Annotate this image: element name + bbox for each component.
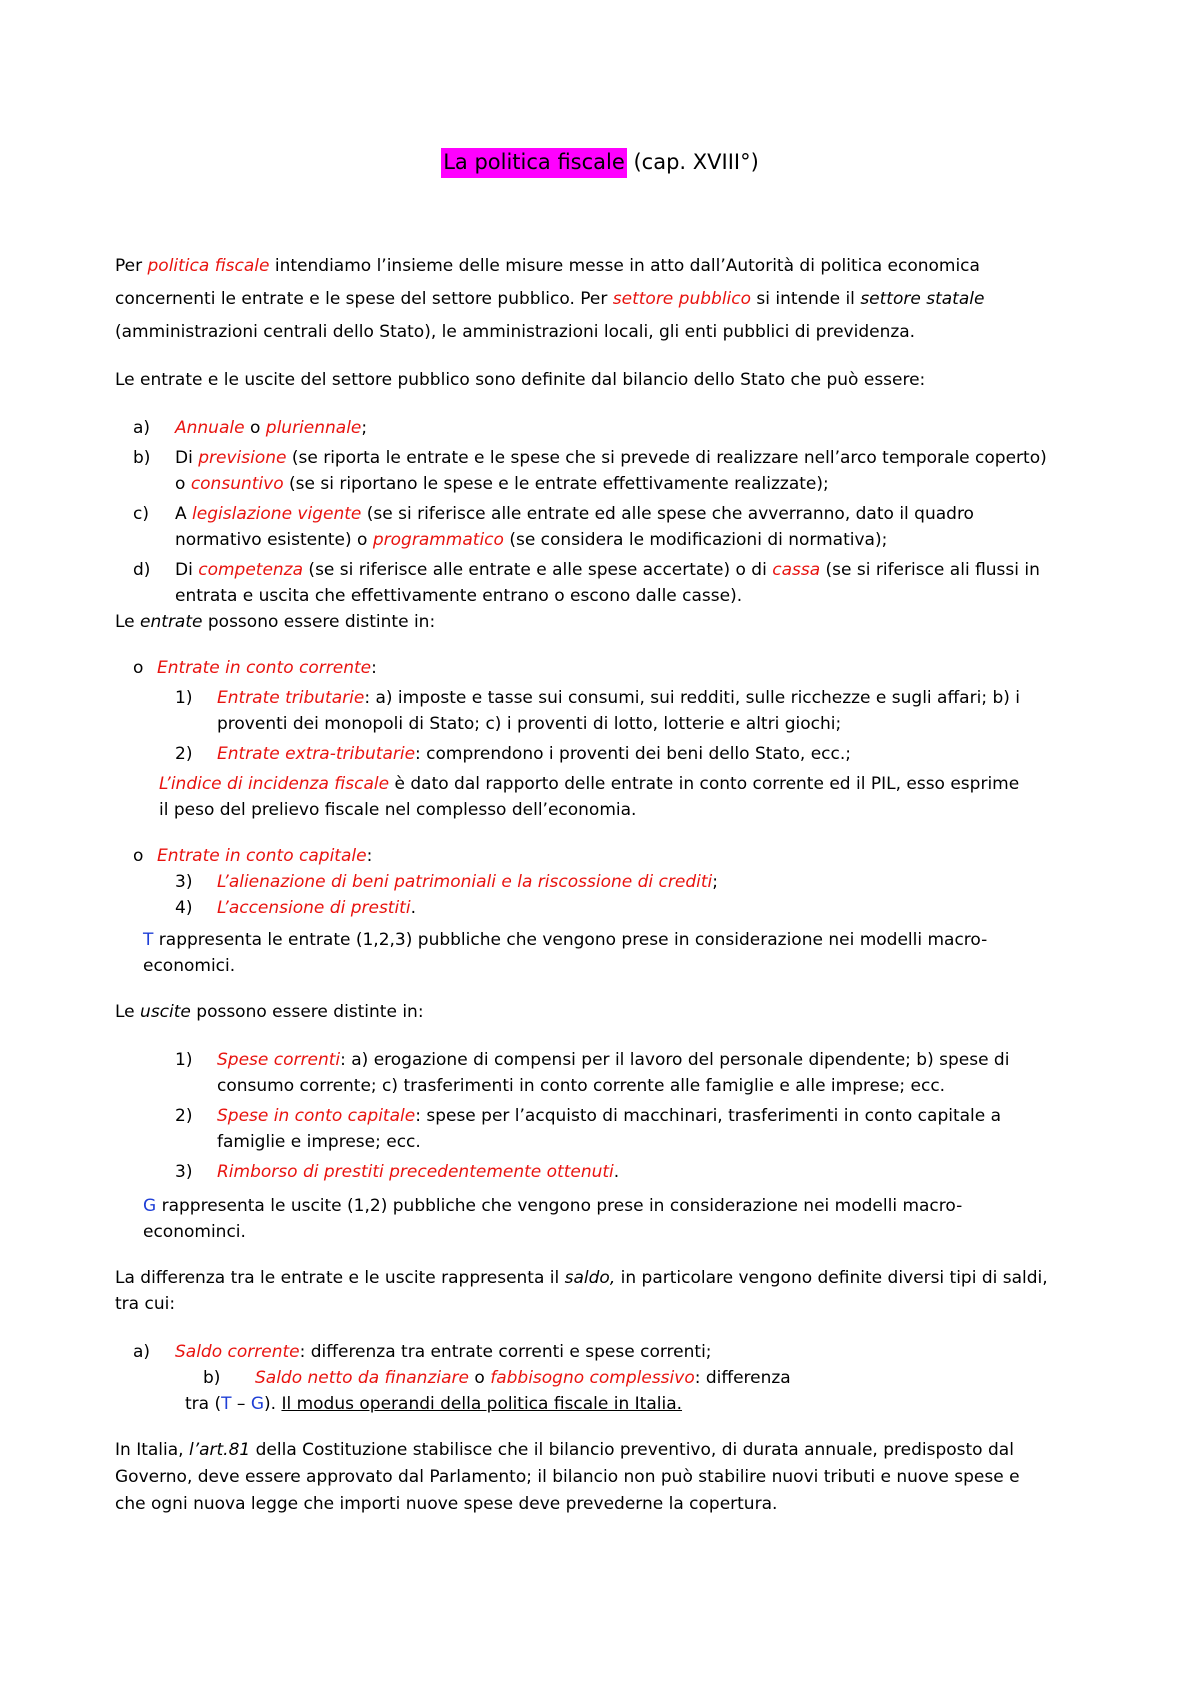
conto-capitale-item-3 — [175, 869, 1095, 895]
text: della Costituzione stabilisce che il bilancio preventivo, di durata annuale, predisposto dal — [250, 1440, 1014, 1460]
text: è dato dal rapporto delle entrate in conto corrente ed il PIL, esso esprime — [389, 774, 1020, 794]
bullet-text: Entrate in conto corrente: — [157, 658, 377, 678]
title-highlight: La politica fiscale — [441, 148, 627, 178]
text: o — [244, 418, 266, 438]
conto-capitale-item-4 — [175, 895, 1095, 921]
bilancio-intro: Le entrate e le uscite del settore pubblico sono definite dal bilancio dello Stato che può essere: — [115, 370, 926, 390]
text: intendiamo l’insieme delle misure messe in atto dall’Autorità di politica economica — [269, 256, 980, 276]
text: (se riporta le entrate e le spese che si prevede di realizzare nell’arco temporale coperto) — [286, 448, 1047, 468]
text: (se si riportano le spese e le entrate effettivamente realizzate); — [283, 474, 829, 494]
list-text — [217, 1047, 1095, 1099]
term-pluriennale: pluriennale — [265, 418, 362, 438]
term-alienazione: L’alienazione di beni patrimoniali e la riscossione di crediti — [217, 872, 713, 892]
art81-paragraph — [115, 1437, 1095, 1518]
text: Le — [115, 1002, 141, 1022]
conto-corrente-item-2 — [175, 741, 1095, 767]
list-label: c) — [133, 504, 149, 524]
list-text — [175, 501, 1095, 553]
text: Le — [115, 612, 141, 632]
term-saldo-corrente: Saldo corrente — [175, 1342, 300, 1362]
saldo-intro — [115, 1265, 1095, 1317]
term-cassa: cassa — [772, 560, 821, 580]
term-consuntivo: consuntivo — [190, 474, 284, 494]
term-entrate: entrate — [140, 612, 203, 632]
list-text — [217, 895, 1095, 921]
text: (se si riferisce ali flussi in — [820, 560, 1040, 580]
document-body — [115, 250, 1095, 1518]
saldo-item-b — [203, 1365, 1095, 1391]
term-accensione: L’accensione di prestiti — [217, 898, 411, 918]
text: A — [175, 504, 193, 524]
term-politica-fiscale: politica fiscale — [147, 256, 270, 276]
term-competenza: competenza — [198, 560, 304, 580]
bullet-marker: o — [133, 846, 144, 866]
list-label: a) — [133, 418, 151, 438]
bullet-marker: o — [133, 658, 144, 678]
list-label: b) — [203, 1368, 221, 1388]
list-text — [217, 1159, 1095, 1185]
bilancio-item-b — [115, 445, 1095, 497]
term-annuale: Annuale — [175, 418, 245, 438]
list-text — [175, 1339, 1095, 1365]
term-settore-pubblico: settore pubblico — [612, 289, 752, 309]
text: normativo esistente) o — [175, 530, 373, 550]
text: possono essere distinte in: — [190, 1002, 424, 1022]
term-spese-conto-capitale: Spese in conto capitale — [217, 1106, 416, 1126]
list-label: 2) — [175, 744, 193, 764]
list-label: 3) — [175, 872, 193, 892]
uscite-item-1 — [175, 1047, 1095, 1099]
conto-corrente-item-1 — [175, 685, 1095, 737]
bilancio-item-d — [115, 557, 1095, 609]
section-heading-modus-operandi: Il modus operandi della politica fiscale in Italia. — [281, 1394, 683, 1414]
symbol-g: G — [250, 1394, 264, 1414]
term-saldo: saldo, — [564, 1268, 616, 1288]
text: entrata e uscita che effettivamente entrano o escono dalle casse). — [175, 586, 743, 606]
text: o — [468, 1368, 491, 1388]
term-conto-capitale: Entrate in conto capitale — [157, 846, 367, 866]
text: economici. — [143, 956, 236, 976]
text: : comprendono i proventi dei beni dello Stato, ecc.; — [415, 744, 851, 764]
indice-incidenza-paragraph — [159, 771, 1095, 823]
saldo-item-a — [115, 1339, 1095, 1365]
list-text — [175, 445, 1095, 497]
bullet-text: Entrate in conto capitale: — [157, 846, 373, 866]
list-text — [175, 415, 1095, 441]
text: o — [175, 474, 191, 494]
text: ; — [361, 418, 368, 438]
bullet-conto-capitale — [133, 843, 1095, 869]
list-text — [217, 869, 1095, 895]
list-label: a) — [133, 1342, 151, 1362]
text: . — [410, 898, 416, 918]
symbol-t: T — [143, 930, 154, 950]
list-text — [217, 1103, 1095, 1155]
list-text — [217, 685, 1095, 737]
text: consumo corrente; c) trasferimenti in conto corrente alle famiglie e alle imprese; ecc. — [217, 1076, 946, 1096]
text: econominci. — [143, 1222, 246, 1242]
text: rappresenta le uscite (1,2) pubbliche che vengono prese in considerazione nei modelli macro- — [156, 1196, 963, 1216]
term-conto-corrente: Entrate in conto corrente — [157, 658, 372, 678]
term-programmatico: programmatico — [372, 530, 504, 550]
text: tra ( — [185, 1394, 222, 1414]
text: ). — [264, 1394, 282, 1414]
list-label: 2) — [175, 1106, 193, 1126]
term-art81: l’art.81 — [188, 1440, 251, 1460]
entrate-intro — [115, 609, 1095, 635]
list-label: b) — [133, 448, 151, 468]
text: (se si riferisce alle entrate ed alle spese che avverranno, dato il quadro — [361, 504, 974, 524]
text: proventi dei monopoli di Stato; c) i proventi di lotto, lotterie e altri giochi; — [217, 714, 842, 734]
text: : differenza tra entrate correnti e spese correnti; — [299, 1342, 712, 1362]
text: Di — [175, 448, 199, 468]
symbol-g: G — [143, 1196, 157, 1216]
intro-paragraph — [115, 250, 1095, 349]
text: (amministrazioni centrali dello Stato), le amministrazioni locali, gli enti pubblici di previdenza. — [115, 322, 916, 342]
text: Governo, deve essere approvato dal Parlamento; il bilancio non può stabilire nuovi tributi e nuove spese e — [115, 1467, 1020, 1487]
symbol-t: T — [221, 1394, 232, 1414]
text: : spese per l’acquisto di macchinari, trasferimenti in conto capitale a — [415, 1106, 1002, 1126]
text: in particolare vengono definite diversi tipi di saldi, — [615, 1268, 1048, 1288]
saldo-b-continuation — [185, 1391, 1095, 1417]
term-spese-correnti: Spese correnti — [217, 1050, 341, 1070]
text: Di — [175, 560, 199, 580]
term-rimborso-prestiti: Rimborso di prestiti precedentemente ottenuti — [217, 1162, 614, 1182]
list-label: d) — [133, 560, 151, 580]
text: tra cui: — [115, 1294, 176, 1314]
text: : a) imposte e tasse sui consumi, sui redditi, sulle ricchezze e sugli affari; b) i — [364, 688, 1020, 708]
list-label: 4) — [175, 898, 193, 918]
text: : a) erogazione di compensi per il lavoro del personale dipendente; b) spese di — [340, 1050, 1010, 1070]
list-text — [255, 1365, 1095, 1391]
text: ; — [712, 872, 718, 892]
term-entrate-tributarie: Entrate tributarie — [217, 688, 365, 708]
g-paragraph — [143, 1193, 1095, 1245]
text: . — [613, 1162, 620, 1182]
text: – — [231, 1394, 251, 1414]
term-previsione: previsione — [198, 448, 287, 468]
list-label: 3) — [175, 1162, 193, 1182]
term-settore-statale: settore statale — [860, 289, 985, 309]
list-text — [175, 557, 1095, 609]
text: La differenza tra le entrate e le uscite rappresenta il — [115, 1268, 565, 1288]
uscite-item-2 — [175, 1103, 1095, 1155]
term-uscite: uscite — [140, 1002, 191, 1022]
term-entrate-extra-tributarie: Entrate extra-tributarie — [217, 744, 416, 764]
text: si intende il — [751, 289, 861, 309]
text: Per — [115, 256, 148, 276]
bilancio-item-c — [115, 501, 1095, 553]
text: possono essere distinte in: — [202, 612, 436, 632]
text: rappresenta le entrate (1,2,3) pubbliche che vengono prese in considerazione nei modelli macro- — [153, 930, 988, 950]
bilancio-item-a — [115, 415, 1095, 441]
text: : differenza — [694, 1368, 791, 1388]
uscite-item-3 — [175, 1159, 1095, 1185]
page-title — [0, 148, 1200, 176]
list-label: 1) — [175, 688, 193, 708]
term-saldo-netto: Saldo netto da finanziare — [255, 1368, 469, 1388]
uscite-intro — [115, 999, 1095, 1025]
list-label: 1) — [175, 1050, 193, 1070]
term-legislazione-vigente: legislazione vigente — [192, 504, 362, 524]
text: concernenti le entrate e le spese del settore pubblico. Per — [115, 289, 613, 309]
term-indice-incidenza: L’indice di incidenza fiscale — [159, 774, 390, 794]
title-chapter: (cap. XVIII°) — [626, 150, 759, 174]
text: che ogni nuova legge che importi nuove spese deve prevederne la copertura. — [115, 1494, 778, 1514]
text: il peso del prelievo fiscale nel complesso dell’economia. — [159, 800, 637, 820]
t-paragraph — [143, 927, 1095, 979]
text: (se considera le modificazioni di normativa); — [503, 530, 888, 550]
term-fabbisogno: fabbisogno complessivo — [490, 1368, 695, 1388]
text: (se si riferisce alle entrate e alle spese accertate) o di — [303, 560, 773, 580]
list-text — [217, 741, 1095, 767]
text: In Italia, — [115, 1440, 189, 1460]
bullet-conto-corrente — [133, 655, 1095, 681]
text: famiglie e imprese; ecc. — [217, 1132, 421, 1152]
